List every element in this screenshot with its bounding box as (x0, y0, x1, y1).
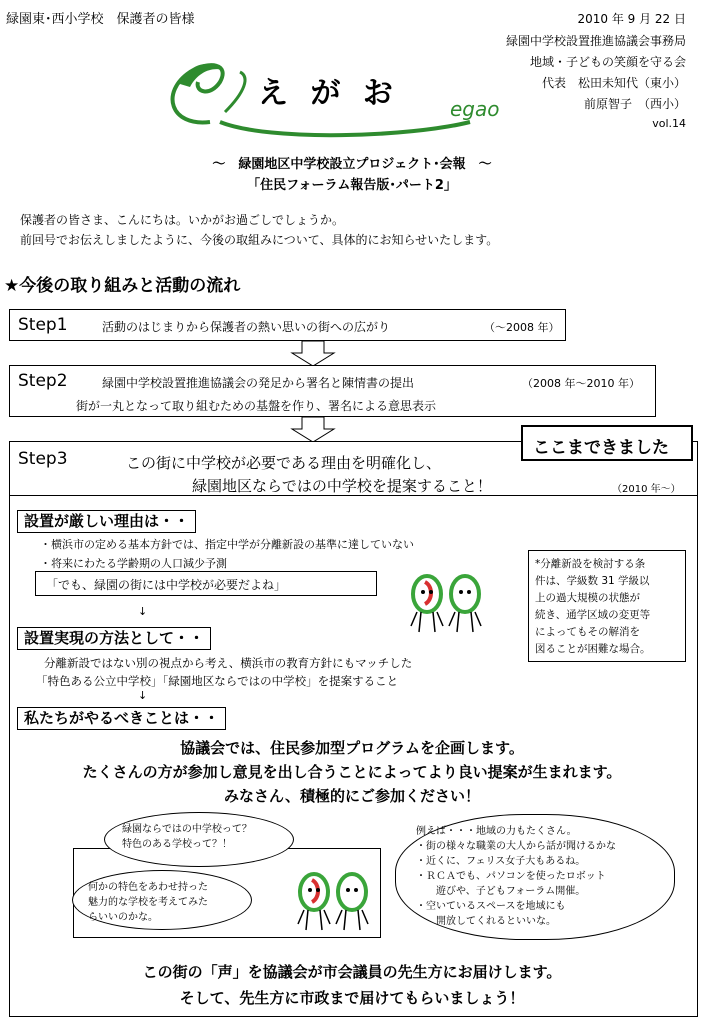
step2-subtext: 街が一丸となって取り組むための基盤を作り、署名による意思表示 (76, 399, 437, 413)
reason-item-1: ・横浜市の定める基本方針では、指定中学が分離新設の基準に達していない (40, 538, 414, 551)
bubble-1-line: 緑園ならではの中学校って？ (122, 824, 252, 835)
logo-title: え が お (258, 76, 399, 111)
progress-badge: ここまできました (521, 425, 693, 461)
bubble-3-line: ・近くに、フェリス女子大もあるね。 (416, 856, 586, 867)
todo-line-3: みなさん、積極的にご参加ください！ (224, 787, 480, 805)
bubble-2-line: らいいのかな。 (88, 912, 158, 923)
bubble-2-line: 魅力的な学校を考えてみた (88, 897, 208, 908)
org-name: 緑園中学校設置推進協議会事務局 (505, 34, 686, 48)
step2-label: Step2 (18, 371, 68, 391)
mascot-pair-icon (290, 868, 380, 938)
todo-heading: 私たちがやるべきことは・・ (17, 707, 226, 730)
bubble-3-line: ・ＲＣＡでも、パソコンを使ったロボット (416, 871, 606, 882)
step1-period: （～2008 年） (484, 321, 560, 334)
footnote-line: 続き、通学区域の変更等 (535, 609, 651, 621)
footnote-line: 件は、学級数 31 学級以 (535, 575, 650, 587)
bubble-3-line: ・街の様々な職業の大人から話が聞けるかな (416, 841, 616, 852)
step3-line-1: この街に中学校が必要である理由を明確化し、 (126, 454, 442, 472)
org-name-2: 地域・子どもの笑顔を守る会 (529, 55, 686, 69)
footnote-line: によってもその解消を (535, 626, 640, 638)
newsletter-subtitle: ～ 緑園地区中学校設立プロジェクト･会報 ～ (212, 157, 492, 172)
step3-period: （2010 年～） (612, 484, 681, 495)
bubble-3-line: ・空いているスペースを地域にも (416, 901, 566, 912)
greeting-line-1: 保護者の皆さま、こんにちは。いかがお過ごしでしょうか。 (20, 213, 345, 227)
representative-2: 前原智子 （西小） (583, 97, 686, 111)
step2-box (9, 365, 656, 417)
step2-text: 緑園中学校設置推進協議会の発足から署名と陳情書の提出 (102, 376, 415, 390)
closing-line-1: この街の「声」を協議会が市会議員の先生方にお届けします。 (142, 963, 562, 981)
representative-1: 代表 松田未知代（東小） (541, 76, 686, 90)
method-heading: 設置実現の方法として・・ (17, 627, 211, 650)
step1-label: Step1 (18, 315, 68, 335)
footnote-box (528, 550, 686, 662)
volume-number: vol.14 (652, 117, 686, 130)
step1-text: 活動のはじまりから保護者の熱い思いの街への広がり (102, 320, 391, 334)
flow-arrow-icon: ↓ (138, 605, 148, 618)
step1-box (9, 309, 566, 341)
footnote-line: 図ることが困難な場合。 (535, 643, 651, 655)
footnote-line: *分離新設を検討する条 (535, 558, 646, 570)
bubble-3-line: 例えば・・・地域の力もたくさん。 (416, 826, 577, 837)
todo-line-2: たくさんの方が参加し意見を出し合うことによってより良い提案が生まれます。 (82, 763, 622, 781)
down-arrow-icon (290, 417, 336, 443)
step2-period: （2008 年～2010 年） (522, 377, 640, 390)
logo-egao-script: egao (450, 97, 500, 121)
mascot-pair-icon (403, 570, 493, 640)
section-title: ★今後の取り組みと活動の流れ (4, 276, 241, 296)
down-arrow-icon (290, 341, 336, 367)
bubble-3-line: 開放してくれるといいな。 (416, 916, 556, 927)
closing-line-2: そして、先生方に市政まで届けてもらいましょう！ (179, 989, 525, 1007)
reasons-heading: 設置が厳しい理由は・・ (17, 510, 196, 533)
step3-label: Step3 (18, 449, 68, 469)
newsletter-edition: 「住民フォーラム報告版･パート2」 (247, 178, 457, 193)
step3-line-2: 緑園地区ならではの中学校を提案すること！ (192, 477, 492, 495)
method-line-2: 「特色ある公立中学校」「緑園地区ならではの中学校」を提案すること (36, 674, 399, 688)
flow-arrow-icon: ↓ (138, 689, 148, 702)
footnote-line: 上の過大規模の状態が (535, 592, 640, 604)
bubble-1-line: 特色のある学校って？！ (122, 839, 232, 850)
bubble-2-line: 何かの特色をあわせ持った (88, 882, 208, 893)
recipient-line: 緑園東･西小学校 保護者の皆様 (6, 12, 195, 27)
greeting-line-2: 前回号でお伝えしましたように、今後の取組みについて、具体的にお知らせいたします。 (20, 233, 499, 247)
reasons-quote: 「でも、緑園の街には中学校が必要だよね」 (35, 571, 377, 596)
issue-date: 2010 年 9 月 22 日 (577, 12, 686, 26)
reason-item-2: ・将来にわたる学齢期の人口減少予測 (40, 557, 227, 570)
method-line-1: 分離新設ではない別の視点から考え、横浜市の教育方針にもマッチした (44, 656, 413, 670)
bubble-3-line: 遊びや、子どもフォーラム開催。 (416, 886, 586, 897)
todo-line-1: 協議会では、住民参加型プログラムを企画します。 (180, 739, 524, 757)
